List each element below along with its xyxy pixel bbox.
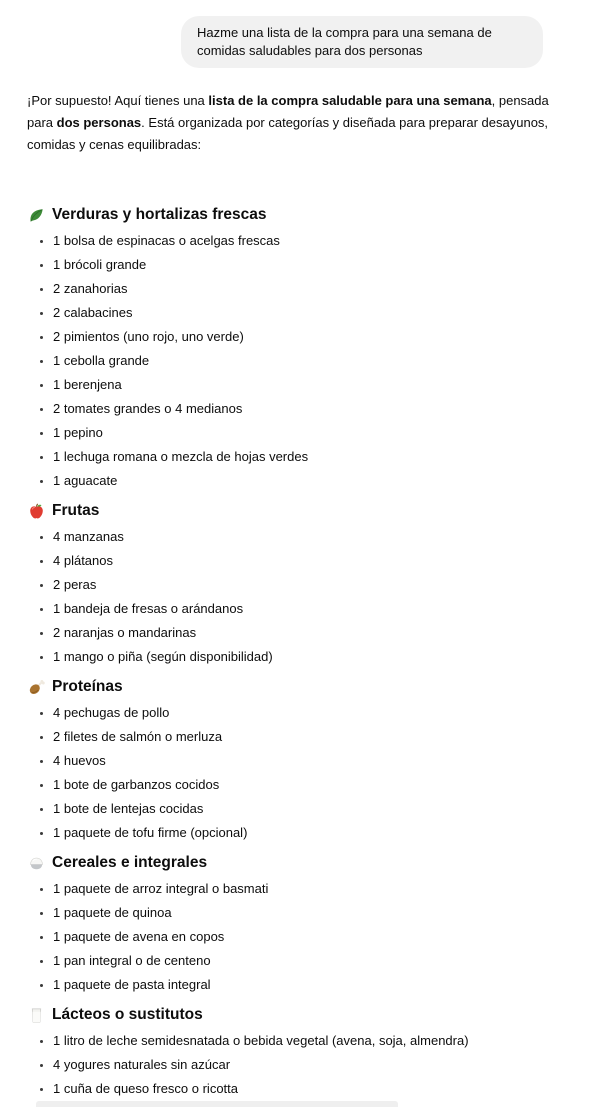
intro-text-segment: , pensada para xyxy=(27,93,549,130)
list-item: 1 litro de leche semidesnatada o bebida vegetal (avena, soja, almendra) xyxy=(27,1029,583,1053)
list-item: 1 paquete de arroz integral o basmati xyxy=(27,877,583,901)
list-item: 4 pechugas de pollo xyxy=(27,701,583,725)
list-item: 4 plátanos xyxy=(27,549,583,573)
partially-visible-element xyxy=(36,1101,398,1107)
apple-icon xyxy=(28,503,45,520)
section-title: Proteínas xyxy=(52,678,123,695)
section-emoji-icon xyxy=(28,503,45,520)
list-item: 1 bote de lentejas cocidas xyxy=(27,797,583,821)
list-item: 1 bandeja de fresas o arándanos xyxy=(27,597,583,621)
section-heading xyxy=(28,1004,583,1026)
section-emoji-icon xyxy=(28,1007,45,1024)
section-heading xyxy=(28,852,583,874)
section-emoji-icon xyxy=(28,679,45,696)
milk-glass-icon xyxy=(28,1007,45,1024)
shopping-list-section xyxy=(27,676,583,845)
list-item: 1 mango o piña (según disponibilidad) xyxy=(27,645,583,669)
section-title: Verduras y hortalizas frescas xyxy=(52,206,267,223)
shopping-list-section xyxy=(27,204,583,493)
section-item-list xyxy=(27,229,583,493)
list-item: 4 manzanas xyxy=(27,525,583,549)
section-emoji-icon xyxy=(28,207,45,224)
section-emoji-icon xyxy=(28,855,45,872)
poultry-leg-icon xyxy=(28,679,45,696)
intro-text-segment: lista de la compra saludable para una semana xyxy=(208,93,492,108)
list-item: 2 tomates grandes o 4 medianos xyxy=(27,397,583,421)
list-item: 1 paquete de pasta integral xyxy=(27,973,583,997)
list-item: 1 paquete de tofu firme (opcional) xyxy=(27,821,583,845)
list-item: 1 pan integral o de centeno xyxy=(27,949,583,973)
user-message-bubble: Hazme una lista de la compra para una semana de comidas saludables para dos personas xyxy=(181,16,543,68)
shopping-list-section xyxy=(27,1004,583,1101)
list-item: 1 pepino xyxy=(27,421,583,445)
intro-text-segment: ¡Por supuesto! Aquí tienes una xyxy=(27,93,209,108)
intro-paragraph xyxy=(27,90,563,156)
list-item: 2 pimientos (uno rojo, uno verde) xyxy=(27,325,583,349)
shopping-list-section xyxy=(27,852,583,997)
list-item: 1 paquete de quinoa xyxy=(27,901,583,925)
section-heading xyxy=(28,676,583,698)
list-item: 1 cebolla grande xyxy=(27,349,583,373)
list-item: 2 calabacines xyxy=(27,301,583,325)
section-item-list xyxy=(27,1029,583,1101)
user-message-row xyxy=(0,0,610,68)
list-item: 1 brócoli grande xyxy=(27,253,583,277)
list-item: 4 yogures naturales sin azúcar xyxy=(27,1053,583,1077)
section-title: Cereales e integrales xyxy=(52,854,208,871)
intro-text-segment: dos personas xyxy=(56,115,142,130)
list-item: 2 filetes de salmón o merluza xyxy=(27,725,583,749)
rice-icon xyxy=(28,855,45,872)
leaf-icon xyxy=(28,207,45,224)
section-item-list xyxy=(27,701,583,845)
section-item-list xyxy=(27,877,583,997)
section-title: Frutas xyxy=(52,502,100,519)
list-item: 1 lechuga romana o mezcla de hojas verdes xyxy=(27,445,583,469)
list-item: 1 aguacate xyxy=(27,469,583,493)
list-item: 2 peras xyxy=(27,573,583,597)
list-item: 1 berenjena xyxy=(27,373,583,397)
shopping-list-section xyxy=(27,500,583,669)
shopping-list xyxy=(27,204,583,1101)
assistant-message xyxy=(0,90,610,1101)
list-item: 4 huevos xyxy=(27,749,583,773)
section-heading xyxy=(28,500,583,522)
section-title: Lácteos o sustitutos xyxy=(52,1006,203,1023)
section-item-list xyxy=(27,525,583,669)
intro-text-segment: . Está organizada por categorías y diseñada para preparar desayunos, comidas y cenas equilibradas: xyxy=(27,115,549,152)
list-item: 2 naranjas o mandarinas xyxy=(27,621,583,645)
section-heading xyxy=(28,204,583,226)
list-item: 2 zanahorias xyxy=(27,277,583,301)
list-item: 1 cuña de queso fresco o ricotta xyxy=(27,1077,583,1101)
list-item: 1 bote de garbanzos cocidos xyxy=(27,773,583,797)
list-item: 1 paquete de avena en copos xyxy=(27,925,583,949)
list-item: 1 bolsa de espinacas o acelgas frescas xyxy=(27,229,583,253)
